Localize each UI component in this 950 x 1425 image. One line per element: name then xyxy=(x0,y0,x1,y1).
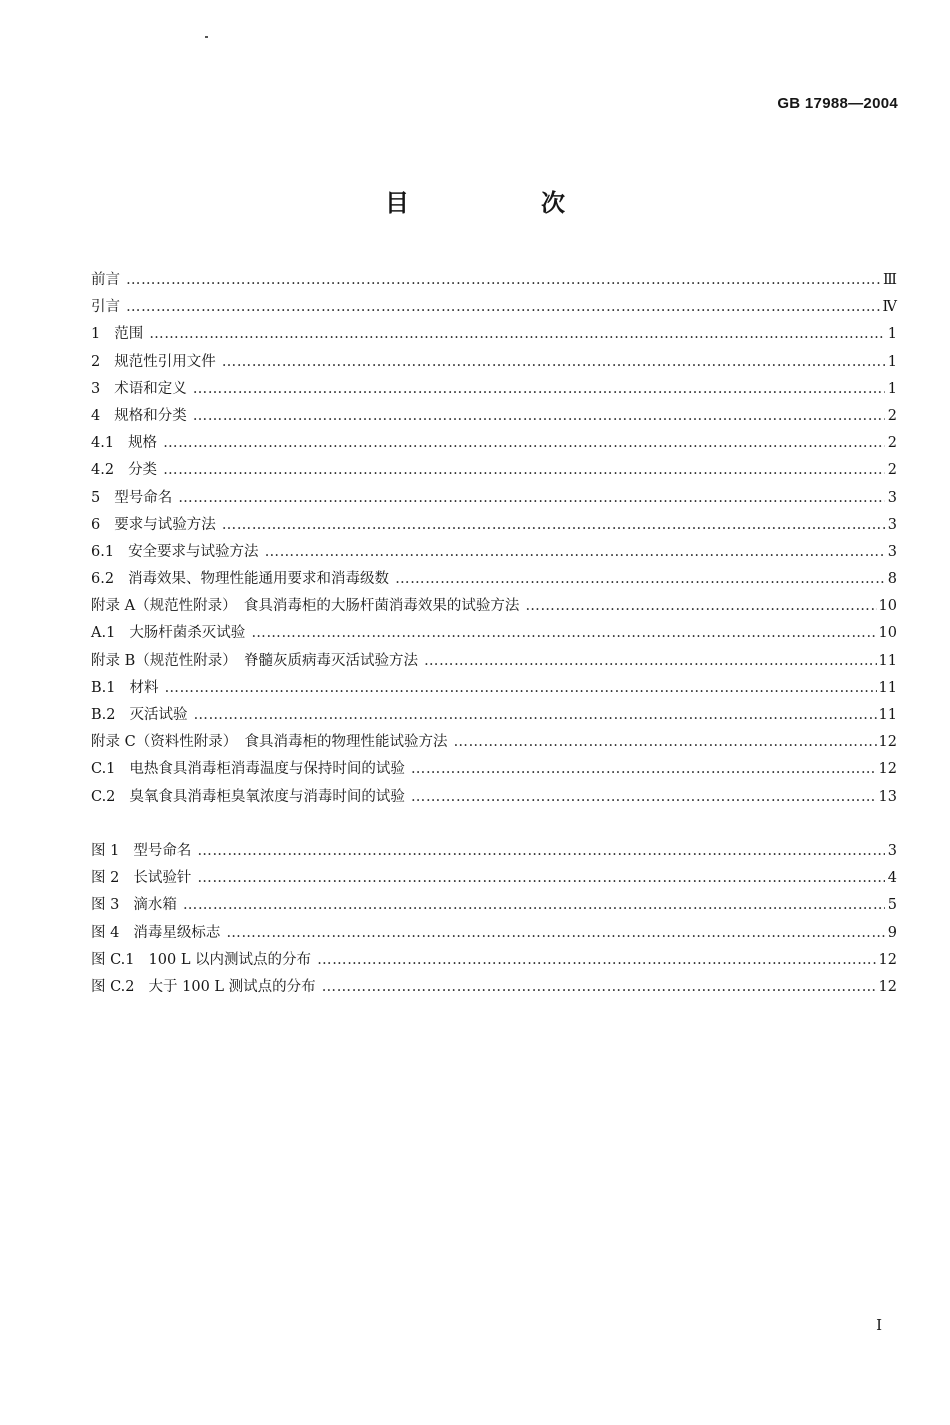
figure-entry[interactable] xyxy=(91,893,897,920)
toc-entry[interactable] xyxy=(91,458,897,485)
figure-entry-number: 图 C.2 xyxy=(91,978,135,995)
figure-entry[interactable] xyxy=(91,866,897,893)
toc-entry-page: 10 xyxy=(878,625,897,642)
figure-entry-title: 100 L 以内测试点的分布 xyxy=(148,951,312,968)
toc-entry[interactable] xyxy=(91,567,897,594)
toc-entry-number: 6.2 xyxy=(91,571,115,588)
toc-entry-title: 分类 xyxy=(128,462,158,479)
toc-entry-number: 1 xyxy=(91,326,101,343)
toc-entry-title: 臭氧食具消毒柜臭氧浓度与消毒时间的试验 xyxy=(129,788,405,805)
toc-entry-title: 大肠杆菌杀灭试验 xyxy=(129,625,246,642)
toc-entry-number: C.2 xyxy=(91,788,116,805)
dot-leader xyxy=(251,625,876,641)
toc-entry-title: 规格和分类 xyxy=(114,407,187,424)
dot-leader xyxy=(149,326,885,342)
toc-entry-title: 引言 xyxy=(91,299,120,316)
toc-entry-title: 术语和定义 xyxy=(114,380,187,397)
toc-entry[interactable] xyxy=(91,486,897,513)
toc-entry-number: 4.2 xyxy=(91,462,115,479)
toc-entry-page: 3 xyxy=(887,516,897,533)
toc-entry-title: 附录 A（规范性附录） 食具消毒柜的大肠杆菌消毒效果的试验方法 xyxy=(91,598,520,615)
toc-entry[interactable] xyxy=(91,404,897,431)
toc-entry-title: 消毒效果、物理性能通用要求和消毒级数 xyxy=(128,571,390,588)
dot-leader xyxy=(424,653,877,669)
toc-entry[interactable] xyxy=(91,513,897,540)
toc-entry[interactable] xyxy=(91,676,897,703)
dot-leader xyxy=(126,272,881,288)
toc-entry-number: 5 xyxy=(91,489,101,506)
figure-entry-number: 图 4 xyxy=(91,924,120,941)
figure-entry-page: 3 xyxy=(887,843,897,859)
figure-entry-number: 图 2 xyxy=(91,870,120,887)
figure-entry-page: 4 xyxy=(887,870,897,887)
toc-entry-page: 11 xyxy=(878,707,897,723)
toc-entry-title: 规格 xyxy=(128,435,158,452)
toc-entry[interactable] xyxy=(91,703,897,730)
toc-entry-title: 附录 B（规范性附录） 脊髓灰质病毒灭活试验方法 xyxy=(91,652,419,669)
toc-entry[interactable] xyxy=(91,377,897,404)
toc-entry-number: C.1 xyxy=(91,761,116,778)
figure-entry-number: 图 1 xyxy=(91,843,120,859)
dot-leader xyxy=(226,925,885,941)
toc-entry-title: 型号命名 xyxy=(114,489,173,506)
figure-entry-title: 滴水箱 xyxy=(133,897,177,914)
figure-entry-title: 大于 100 L 测试点的分布 xyxy=(148,978,316,995)
toc-entry[interactable] xyxy=(91,649,897,676)
toc-entry-page: 3 xyxy=(887,543,897,560)
toc-entry-page: 11 xyxy=(878,679,897,696)
toc-entry-page: 12 xyxy=(878,761,897,778)
figure-entry-page: 12 xyxy=(878,978,897,995)
standard-code: GB 17988—2004 xyxy=(777,95,898,112)
dot-leader xyxy=(395,571,885,587)
toc-entry-title: 规范性引用文件 xyxy=(114,353,216,370)
dot-leader xyxy=(178,490,885,506)
figure-entry[interactable] xyxy=(91,839,897,866)
table-of-contents xyxy=(91,268,897,812)
toc-entry-number: 4 xyxy=(91,407,101,424)
figure-entry-page: 5 xyxy=(887,897,897,914)
toc-entry-title: 范围 xyxy=(114,326,144,343)
toc-entry[interactable] xyxy=(91,350,897,377)
toc-entry-number: B.1 xyxy=(91,679,116,696)
toc-entry[interactable] xyxy=(91,594,897,621)
dot-leader xyxy=(265,544,885,560)
dot-leader xyxy=(193,381,885,397)
toc-entry[interactable] xyxy=(91,322,897,349)
dot-leader xyxy=(222,517,885,533)
dot-leader xyxy=(453,734,876,750)
toc-entry-number: B.2 xyxy=(91,707,116,723)
dot-leader xyxy=(197,870,885,886)
toc-entry-number: 2 xyxy=(91,353,101,370)
page-title: 目 次 xyxy=(385,189,619,217)
figure-entry[interactable] xyxy=(91,975,897,1002)
figure-entry-title: 型号命名 xyxy=(133,843,192,859)
dot-leader xyxy=(193,408,885,424)
toc-entry-page: 1 xyxy=(887,326,897,343)
toc-entry-page: 2 xyxy=(887,407,897,424)
dot-leader xyxy=(165,680,877,696)
toc-entry-title: 材料 xyxy=(129,679,159,696)
toc-entry-number: A.1 xyxy=(91,625,116,642)
toc-entry-page: Ⅳ xyxy=(882,299,897,316)
toc-entry[interactable] xyxy=(91,757,897,784)
page-number: I xyxy=(876,1316,882,1334)
toc-entry-page: 10 xyxy=(878,598,897,615)
figure-entry-number: 图 3 xyxy=(91,897,120,914)
toc-entry-page: 12 xyxy=(878,734,897,751)
dot-leader xyxy=(126,299,881,315)
toc-entry-page: 11 xyxy=(878,652,897,669)
toc-entry-title: 灭活试验 xyxy=(129,707,188,723)
dot-leader xyxy=(317,952,876,968)
figure-list xyxy=(91,839,897,1002)
dot-leader xyxy=(163,462,885,478)
toc-entry-page: 13 xyxy=(878,788,897,805)
dot-leader xyxy=(411,761,877,777)
figure-entry-title: 消毒星级标志 xyxy=(133,924,221,941)
toc-entry-page: 3 xyxy=(887,489,897,506)
toc-entry[interactable] xyxy=(91,621,897,648)
toc-entry-number: 3 xyxy=(91,380,101,397)
dot-leader xyxy=(222,354,885,370)
toc-entry[interactable] xyxy=(91,540,897,567)
dot-leader xyxy=(525,598,876,614)
toc-entry-page: 8 xyxy=(887,571,897,588)
figure-entry[interactable] xyxy=(91,948,897,975)
figure-entry-page: 9 xyxy=(887,924,897,941)
toc-entry-page: 2 xyxy=(887,435,897,452)
toc-entry-title: 安全要求与试验方法 xyxy=(128,543,259,560)
toc-entry-page: Ⅲ xyxy=(883,272,897,288)
toc-entry-page: 1 xyxy=(887,380,897,397)
figure-entry-number: 图 C.1 xyxy=(91,951,135,968)
toc-entry-number: 4.1 xyxy=(91,435,115,452)
figure-entry-title: 长试验针 xyxy=(133,870,192,887)
figure-entry[interactable] xyxy=(91,921,897,948)
toc-entry-title: 前言 xyxy=(91,272,120,288)
toc-entry-number: 6 xyxy=(91,516,101,533)
toc-entry-number: 6.1 xyxy=(91,543,115,560)
dot-leader xyxy=(322,979,877,995)
toc-entry-title: 附录 C（资料性附录） 食具消毒柜的物理性能试验方法 xyxy=(91,734,448,751)
figure-entry-page: 12 xyxy=(878,951,897,968)
dot-leader xyxy=(197,843,885,859)
toc-entry[interactable] xyxy=(91,295,897,322)
toc-entry-page: 1 xyxy=(887,353,897,370)
toc-entry[interactable] xyxy=(91,431,897,458)
dot-leader xyxy=(411,789,877,805)
toc-entry-page: 2 xyxy=(887,462,897,479)
scan-speck xyxy=(205,36,208,38)
dot-leader xyxy=(163,435,885,451)
toc-entry[interactable] xyxy=(91,785,897,812)
dot-leader xyxy=(194,707,877,723)
toc-entry-title: 电热食具消毒柜消毒温度与保持时间的试验 xyxy=(129,761,405,778)
dot-leader xyxy=(183,897,885,913)
toc-entry-title: 要求与试验方法 xyxy=(114,516,216,533)
toc-entry[interactable] xyxy=(91,730,897,757)
toc-entry[interactable] xyxy=(91,268,897,295)
